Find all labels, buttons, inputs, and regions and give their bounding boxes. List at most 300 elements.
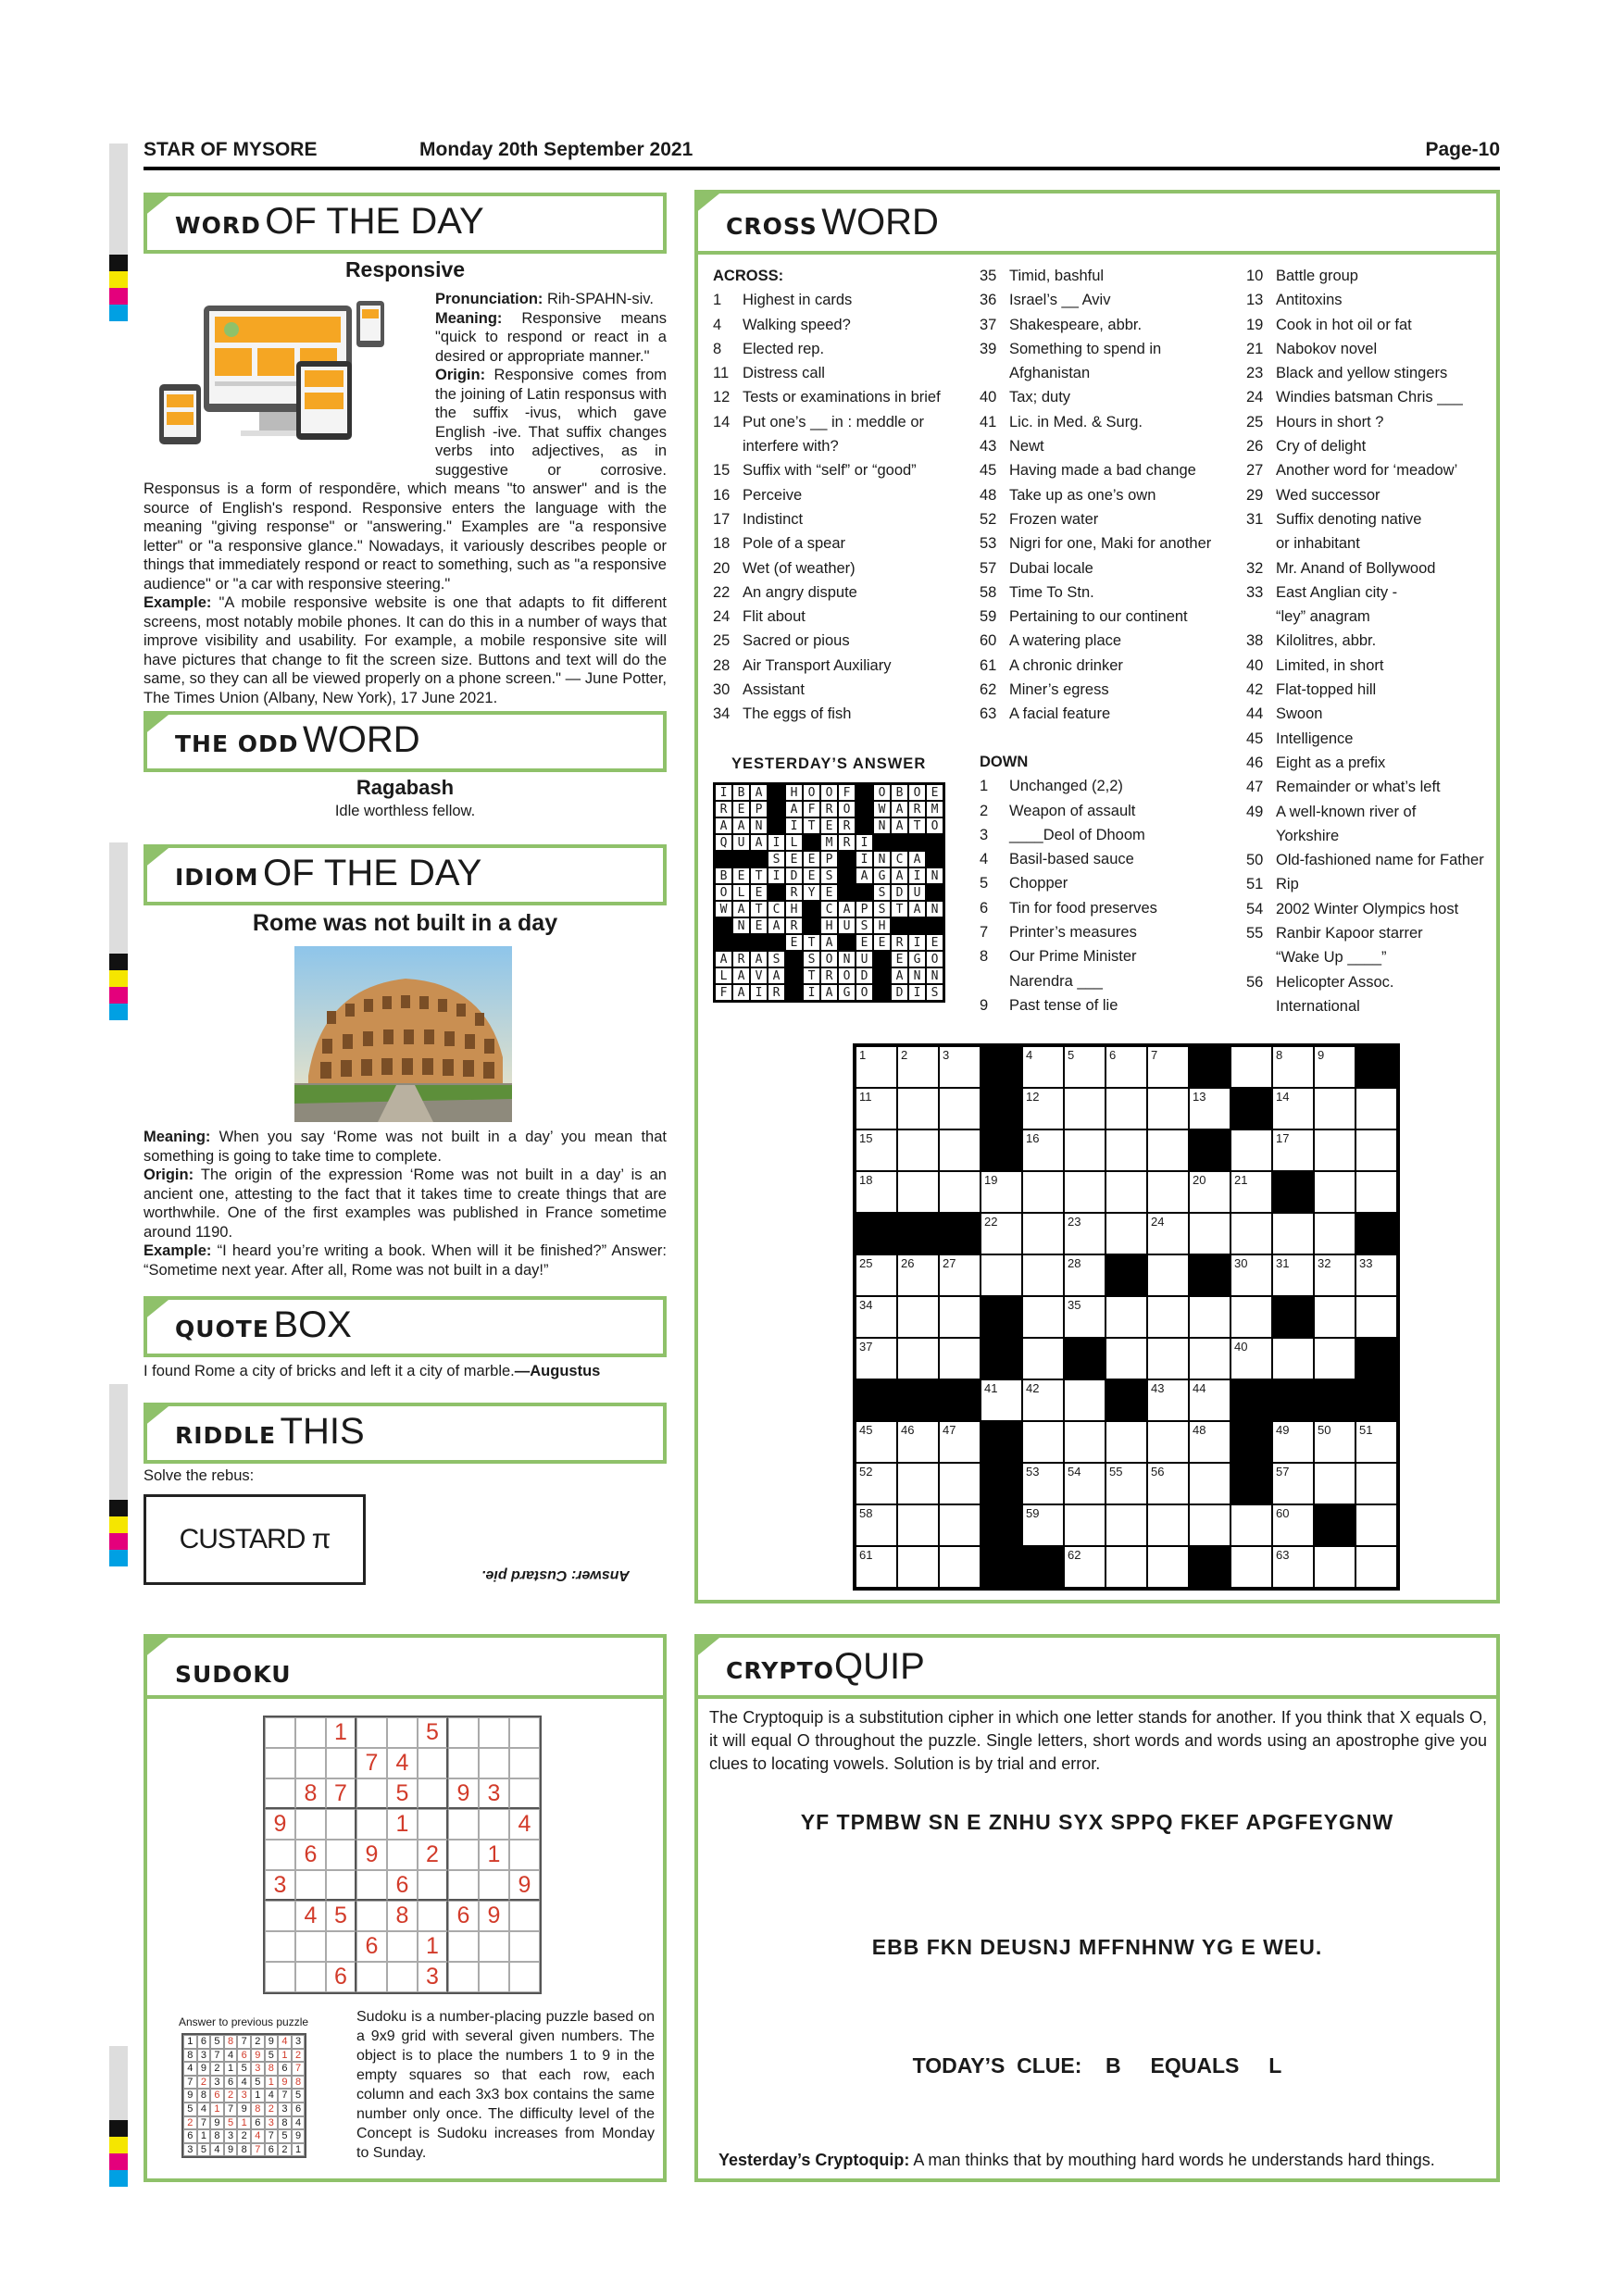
crossword-cell[interactable] <box>1064 1129 1106 1171</box>
crossword-cell[interactable] <box>1355 1088 1397 1129</box>
answer-digit: 9 <box>210 2116 224 2130</box>
clue <box>1246 288 1496 312</box>
sudoku-cell[interactable] <box>448 1717 479 1748</box>
crossword-cell[interactable] <box>1355 1129 1397 1171</box>
crossword-cell[interactable] <box>1022 1338 1064 1379</box>
crossword-cell[interactable]: 31 <box>1272 1254 1314 1296</box>
clue-number: 4 <box>713 316 722 333</box>
crossword-cell <box>1314 1379 1355 1421</box>
heading-small: SUDOKU <box>175 1661 292 1688</box>
sudoku-cell[interactable] <box>448 1870 479 1901</box>
answer-digit: 7 <box>265 2129 279 2143</box>
color-marks <box>109 954 128 1020</box>
sudoku-cell[interactable] <box>418 1870 448 1901</box>
sudoku-cell[interactable] <box>326 1840 356 1870</box>
crossword-cell[interactable] <box>897 1504 939 1546</box>
clue-text: ____Deol of Dhoom <box>1009 826 1145 843</box>
cipher-line-2: EBB FKN DEUSNJ MFFNHNW YG E WEU. <box>871 1935 1323 1959</box>
sudoku-cell[interactable] <box>326 1870 356 1901</box>
crossword-cell[interactable]: 51 <box>1355 1421 1397 1463</box>
crossword-cell[interactable] <box>897 1129 939 1171</box>
answer-cell: E <box>750 884 768 901</box>
crossword-cell[interactable]: 2 <box>897 1046 939 1088</box>
crossword-cell[interactable]: 56 <box>1147 1463 1189 1504</box>
sudoku-cell[interactable] <box>448 1962 479 1992</box>
answer-cell: I <box>803 984 820 1001</box>
crossword-cell[interactable] <box>1314 1213 1355 1254</box>
crossword-cell[interactable] <box>1106 1171 1147 1213</box>
crossword-cell[interactable]: 55 <box>1106 1463 1147 1504</box>
crossword-cell[interactable] <box>939 1088 981 1129</box>
crossword-cell[interactable]: 7 <box>1147 1046 1189 1088</box>
crossword-cell[interactable] <box>897 1088 939 1129</box>
crossword-cell[interactable] <box>939 1463 981 1504</box>
sudoku-cell[interactable] <box>295 1870 326 1901</box>
answer-digit: 3 <box>210 2076 224 2090</box>
crossword-cell[interactable] <box>1230 1546 1272 1588</box>
sudoku-cell[interactable] <box>265 1840 295 1870</box>
sudoku-cell[interactable] <box>479 1931 509 1962</box>
crossword-cell[interactable]: 4 <box>1022 1046 1064 1088</box>
sudoku-cell[interactable] <box>265 1931 295 1962</box>
crossword-cell[interactable] <box>1022 1421 1064 1463</box>
crossword-cell[interactable] <box>1064 1504 1106 1546</box>
crossword-cell[interactable] <box>1106 1546 1147 1588</box>
sudoku-cell[interactable] <box>295 1962 326 1992</box>
answer-cell: R <box>785 917 803 934</box>
sudoku-cell: 4 <box>509 1809 540 1840</box>
sudoku-cell[interactable] <box>265 1778 295 1809</box>
crossword-cell[interactable]: 1 <box>856 1046 897 1088</box>
crossword-cell[interactable]: 27 <box>939 1254 981 1296</box>
crossword-cell[interactable] <box>1355 1546 1397 1588</box>
crossword-cell[interactable] <box>1106 1504 1147 1546</box>
answer-cell: R <box>820 967 838 984</box>
clue-text: An angry dispute <box>743 583 857 601</box>
crossword-cell[interactable]: 16 <box>1022 1129 1064 1171</box>
crossword-cell[interactable]: 18 <box>856 1171 897 1213</box>
origin-label: Origin: <box>144 1167 194 1183</box>
crossword-cell[interactable] <box>897 1463 939 1504</box>
sudoku-cell[interactable] <box>265 1962 295 1992</box>
answer-digit: 7 <box>278 2089 292 2103</box>
answer-cell <box>750 934 768 951</box>
answer-cell: P <box>750 801 768 817</box>
clue-number: 45 <box>1246 730 1264 747</box>
crossword-cell[interactable]: 59 <box>1022 1504 1064 1546</box>
crossword-cell[interactable] <box>1147 1546 1189 1588</box>
crossword-cell[interactable] <box>1189 1213 1230 1254</box>
answer-cell: S <box>820 867 838 884</box>
crossword-cell[interactable] <box>1314 1088 1355 1129</box>
registration-strip <box>109 144 128 255</box>
clue <box>980 969 1230 993</box>
sudoku-cell[interactable] <box>509 1778 540 1809</box>
clue-number: 48 <box>980 486 997 504</box>
crossword-cell[interactable] <box>939 1338 981 1379</box>
answer-cell: R <box>838 834 856 851</box>
crossword-cell[interactable] <box>1189 1338 1230 1379</box>
crossword-cell[interactable] <box>1106 1213 1147 1254</box>
crossword-cell[interactable]: 37 <box>856 1338 897 1379</box>
crossword-cell[interactable] <box>1189 1296 1230 1338</box>
clue-text: Tests or examinations in brief <box>743 389 941 406</box>
crossword-cell[interactable] <box>939 1504 981 1546</box>
crossword-cell[interactable] <box>1314 1338 1355 1379</box>
sudoku-cell[interactable] <box>356 1809 387 1840</box>
answer-digit: 6 <box>197 2035 211 2049</box>
crossword-cell[interactable]: 23 <box>1064 1213 1106 1254</box>
crossword-cell[interactable] <box>1106 1129 1147 1171</box>
sudoku-cell[interactable] <box>479 1962 509 1992</box>
answer-digit: 9 <box>265 2035 279 2049</box>
crossword-cell[interactable] <box>981 1254 1022 1296</box>
sudoku-cell[interactable] <box>265 1717 295 1748</box>
clue-number: 7 <box>980 924 989 942</box>
answer-digit: 5 <box>183 2103 197 2116</box>
clue-number: 26 <box>1246 438 1264 455</box>
crossword-cell[interactable]: 15 <box>856 1129 897 1171</box>
crossword-cell[interactable] <box>1230 1504 1272 1546</box>
crossword-cell[interactable]: 42 <box>1022 1379 1064 1421</box>
crossword-cell[interactable]: 22 <box>981 1213 1022 1254</box>
crossword-cell[interactable]: 25 <box>856 1254 897 1296</box>
across-col-2 <box>980 264 1230 727</box>
crossword-cell[interactable]: 6 <box>1106 1046 1147 1088</box>
meaning-label: Meaning: <box>435 309 503 327</box>
crossword-cell[interactable]: 53 <box>1022 1463 1064 1504</box>
crossword-cell[interactable] <box>1314 1171 1355 1213</box>
sudoku-cell[interactable] <box>479 1717 509 1748</box>
crossword-cell[interactable]: 60 <box>1272 1504 1314 1546</box>
sudoku-cell[interactable] <box>479 1809 509 1840</box>
sudoku-cell[interactable] <box>326 1809 356 1840</box>
crossword-cell[interactable]: 63 <box>1272 1546 1314 1588</box>
crossword-cell[interactable] <box>1147 1129 1189 1171</box>
crossword-cell[interactable] <box>1064 1379 1106 1421</box>
sudoku-cell[interactable] <box>448 1840 479 1870</box>
sudoku-cell[interactable] <box>509 1901 540 1931</box>
crossword-cell[interactable] <box>1230 1129 1272 1171</box>
sudoku-cell[interactable] <box>387 1717 418 1748</box>
clue <box>980 458 1230 482</box>
clue-number: 59 <box>980 608 997 626</box>
crossword-cell[interactable]: 44 <box>1189 1379 1230 1421</box>
clue-text: Walking speed? <box>743 316 851 333</box>
clue-text: A chronic drinker <box>1009 656 1123 674</box>
answer-cell <box>768 934 785 951</box>
crossword-cell[interactable] <box>1272 1213 1314 1254</box>
crossword-cell[interactable]: 57 <box>1272 1463 1314 1504</box>
clue-number: 10 <box>1246 268 1264 284</box>
sudoku-cell[interactable] <box>509 1931 540 1962</box>
clue <box>980 337 1230 361</box>
crossword-cell[interactable] <box>1106 1421 1147 1463</box>
sudoku-cell: 6 <box>356 1931 387 1962</box>
crossword-cell[interactable] <box>1064 1171 1106 1213</box>
crossword-cell[interactable] <box>1230 1046 1272 1088</box>
clue-text: Flit about <box>743 608 806 626</box>
crossword-cell[interactable]: 30 <box>1230 1254 1272 1296</box>
answer-digit: 9 <box>197 2062 211 2076</box>
crossword-cell[interactable]: 47 <box>939 1421 981 1463</box>
crossword-cell[interactable] <box>897 1546 939 1588</box>
sudoku-cell[interactable] <box>295 1809 326 1840</box>
crossword-cell[interactable]: 17 <box>1272 1129 1314 1171</box>
sudoku-cell[interactable] <box>448 1809 479 1840</box>
crossword-cell[interactable] <box>1106 1296 1147 1338</box>
sudoku-cell[interactable] <box>265 1901 295 1931</box>
crossword-cell[interactable]: 33 <box>1355 1254 1397 1296</box>
clue <box>1246 361 1496 385</box>
sudoku-cell[interactable] <box>509 1840 540 1870</box>
crossword-cell[interactable] <box>1147 1421 1189 1463</box>
clue <box>713 702 954 726</box>
clue-text: or inhabitant <box>1276 535 1360 553</box>
crossword-cell[interactable]: 28 <box>1064 1254 1106 1296</box>
crossword-cell[interactable]: 40 <box>1230 1338 1272 1379</box>
crossword-cell[interactable] <box>1147 1088 1189 1129</box>
sudoku-cell[interactable] <box>326 1931 356 1962</box>
crossword-cell[interactable]: 5 <box>1064 1046 1106 1088</box>
answer-digit: 6 <box>278 2062 292 2076</box>
sudoku-cell[interactable] <box>356 1717 387 1748</box>
crossword-cell[interactable]: 19 <box>981 1171 1022 1213</box>
clue-text: Take up as one’s own <box>1009 486 1156 504</box>
crossword-cell[interactable] <box>1147 1171 1189 1213</box>
sudoku-cell[interactable] <box>509 1962 540 1992</box>
answer-cell: G <box>908 951 926 967</box>
crossword-cell[interactable]: 54 <box>1064 1463 1106 1504</box>
crossword-cell <box>981 1546 1022 1588</box>
sudoku-cell[interactable] <box>326 1748 356 1778</box>
clue <box>980 434 1230 458</box>
crossword-cell <box>1064 1338 1106 1379</box>
sudoku-cell[interactable] <box>356 1962 387 1992</box>
crossword-cell[interactable]: 52 <box>856 1463 897 1504</box>
clue <box>713 313 954 337</box>
heading-big: OF THE DAY <box>265 201 484 242</box>
crossword-cell[interactable]: 49 <box>1272 1421 1314 1463</box>
crossword-cell[interactable]: 43 <box>1147 1379 1189 1421</box>
crossword-cell[interactable] <box>1230 1213 1272 1254</box>
crossword-cell[interactable] <box>1230 1296 1272 1338</box>
answer-cell <box>891 834 908 851</box>
sudoku-cell[interactable] <box>295 1748 326 1778</box>
crossword-heading <box>694 190 1500 255</box>
crossword-cell[interactable]: 46 <box>897 1421 939 1463</box>
clue <box>1246 264 1496 288</box>
sudoku-cell[interactable] <box>448 1748 479 1778</box>
crossword-cell[interactable] <box>897 1296 939 1338</box>
crossword-cell[interactable] <box>1355 1296 1397 1338</box>
answer-cell <box>715 917 732 934</box>
sudoku-cell[interactable] <box>387 1840 418 1870</box>
crossword-cell[interactable] <box>1064 1088 1106 1129</box>
clue <box>1246 921 1496 945</box>
crossword-cell[interactable]: 48 <box>1189 1421 1230 1463</box>
answer-cell <box>856 784 873 801</box>
crossword-cell[interactable] <box>897 1338 939 1379</box>
crossword-cell[interactable] <box>897 1171 939 1213</box>
crossword-cell[interactable] <box>1022 1171 1064 1213</box>
sudoku-cell[interactable] <box>418 1778 448 1809</box>
crossword-cell[interactable] <box>1314 1296 1355 1338</box>
sudoku-cell[interactable] <box>295 1717 326 1748</box>
crossword-cell[interactable]: 34 <box>856 1296 897 1338</box>
crossword-cell[interactable]: 20 <box>1189 1171 1230 1213</box>
crossword-cell[interactable]: 61 <box>856 1546 897 1588</box>
crossword-cell[interactable] <box>1022 1213 1064 1254</box>
clue <box>713 605 954 629</box>
crossword-cell <box>1230 1421 1272 1463</box>
sudoku-cell[interactable] <box>479 1870 509 1901</box>
answer-cell: N <box>873 851 891 867</box>
answer-cell: S <box>926 984 943 1001</box>
crossword-cell[interactable] <box>1147 1504 1189 1546</box>
answer-cell: S <box>873 884 891 901</box>
crossword-cell[interactable] <box>1147 1338 1189 1379</box>
answer-cell <box>803 901 820 917</box>
crossword-cell[interactable]: 24 <box>1147 1213 1189 1254</box>
crossword-cell[interactable]: 45 <box>856 1421 897 1463</box>
answer-cell <box>768 884 785 901</box>
answer-cell: N <box>908 967 926 984</box>
crossword-cell[interactable] <box>1147 1296 1189 1338</box>
crossword-cell[interactable] <box>1314 1546 1355 1588</box>
crossword-cell[interactable]: 14 <box>1272 1088 1314 1129</box>
sudoku-cell[interactable] <box>509 1717 540 1748</box>
sudoku-cell[interactable] <box>265 1748 295 1778</box>
answer-cell: O <box>715 884 732 901</box>
answer-digit: 3 <box>237 2089 251 2103</box>
crossword-cell[interactable] <box>1106 1338 1147 1379</box>
clue-text: Swoon <box>1276 705 1323 723</box>
crossword-cell[interactable] <box>1272 1338 1314 1379</box>
clue <box>980 264 1230 288</box>
sudoku-cell[interactable] <box>295 1931 326 1962</box>
sudoku-cell[interactable] <box>448 1931 479 1962</box>
crossword-cell[interactable]: 8 <box>1272 1046 1314 1088</box>
sudoku-cell[interactable] <box>356 1778 387 1809</box>
crossword-cell[interactable]: 9 <box>1314 1046 1355 1088</box>
clue-number: 35 <box>980 268 997 284</box>
clue-number: 24 <box>1246 389 1264 406</box>
crossword-cell[interactable]: 58 <box>856 1504 897 1546</box>
sudoku-cell[interactable] <box>387 1962 418 1992</box>
crossword-cell <box>1189 1254 1230 1296</box>
crossword-cell[interactable] <box>939 1129 981 1171</box>
answer-digit: 5 <box>237 2062 251 2076</box>
clue-text: International <box>1276 997 1360 1015</box>
clue-text: Put one’s __ in : meddle or <box>743 413 924 430</box>
registration-strip <box>109 2046 128 2120</box>
yesterday-answer-grid <box>713 782 945 1003</box>
clue-number: 57 <box>980 559 997 577</box>
answer-cell: T <box>750 867 768 884</box>
crossword-cell[interactable] <box>1022 1254 1064 1296</box>
sudoku-cell[interactable] <box>356 1870 387 1901</box>
crossword-cell[interactable]: 12 <box>1022 1088 1064 1129</box>
clue <box>1246 580 1496 605</box>
clue-number: 25 <box>1246 413 1264 430</box>
crossword-cell[interactable]: 13 <box>1189 1088 1230 1129</box>
answer-cell: I <box>785 817 803 834</box>
crossword-cell[interactable] <box>1314 1129 1355 1171</box>
crossword-cell[interactable] <box>1189 1504 1230 1546</box>
clue <box>713 288 954 312</box>
clue-text: Ranbir Kapoor starrer <box>1276 925 1423 942</box>
crossword-cell[interactable] <box>1022 1296 1064 1338</box>
clue <box>713 507 954 531</box>
answer-digit: 5 <box>197 2143 211 2157</box>
crossword-cell[interactable]: 26 <box>897 1254 939 1296</box>
origin-label: Origin: <box>435 367 486 383</box>
sudoku-cell[interactable] <box>479 1748 509 1778</box>
sudoku-cell[interactable] <box>418 1809 448 1840</box>
crossword-cell[interactable] <box>1106 1088 1147 1129</box>
sudoku-cell[interactable] <box>356 1901 387 1931</box>
crossword-cell[interactable]: 32 <box>1314 1254 1355 1296</box>
crossword-cell[interactable] <box>1355 1463 1397 1504</box>
answer-cell: E <box>873 934 891 951</box>
crossword-cell[interactable] <box>939 1171 981 1213</box>
sudoku-cell[interactable] <box>418 1901 448 1931</box>
color-marks <box>109 1500 128 1566</box>
crossword-cell[interactable] <box>1189 1463 1230 1504</box>
clue <box>1246 531 1496 555</box>
answer-cell: A <box>750 784 768 801</box>
clue-number: 11 <box>713 365 730 382</box>
crossword-cell[interactable]: 11 <box>856 1088 897 1129</box>
answer-digit: 4 <box>278 2035 292 2049</box>
answer-digit: 4 <box>292 2116 306 2130</box>
clue <box>713 654 954 678</box>
crossword-cell[interactable]: 41 <box>981 1379 1022 1421</box>
clue-text: Tin for food preserves <box>1009 899 1157 917</box>
crossword-cell[interactable] <box>1147 1254 1189 1296</box>
sudoku-cell[interactable] <box>509 1748 540 1778</box>
answer-cell: G <box>838 984 856 1001</box>
answer-cell <box>873 967 891 984</box>
crossword-cell[interactable] <box>939 1546 981 1588</box>
clue-text: Israel’s __ Aviv <box>1009 292 1111 309</box>
idiom-body <box>144 1128 667 1279</box>
crossword-cell[interactable] <box>1064 1421 1106 1463</box>
crossword-cell[interactable] <box>1314 1463 1355 1504</box>
crossword-cell[interactable]: 3 <box>939 1046 981 1088</box>
crossword-cell[interactable] <box>1355 1171 1397 1213</box>
clue-number <box>713 434 743 458</box>
answer-digit: 9 <box>278 2076 292 2090</box>
clue <box>980 920 1230 944</box>
across-col-1 <box>713 264 954 727</box>
crossword-cell[interactable]: 21 <box>1230 1171 1272 1213</box>
crossword-cell[interactable]: 50 <box>1314 1421 1355 1463</box>
answer-digit: 6 <box>292 2103 306 2116</box>
sudoku-cell[interactable] <box>387 1931 418 1962</box>
crossword-cell[interactable] <box>1355 1504 1397 1546</box>
crossword-cell[interactable] <box>939 1296 981 1338</box>
crossword-cell[interactable]: 62 <box>1064 1546 1106 1588</box>
answer-cell: N <box>926 867 943 884</box>
sudoku-cell[interactable] <box>418 1748 448 1778</box>
crossword-cell <box>1314 1504 1355 1546</box>
clue-number: 60 <box>980 632 997 650</box>
answer-cell: A <box>891 801 908 817</box>
crossword-cell[interactable]: 35 <box>1064 1296 1106 1338</box>
crossword-cell <box>1355 1213 1397 1254</box>
